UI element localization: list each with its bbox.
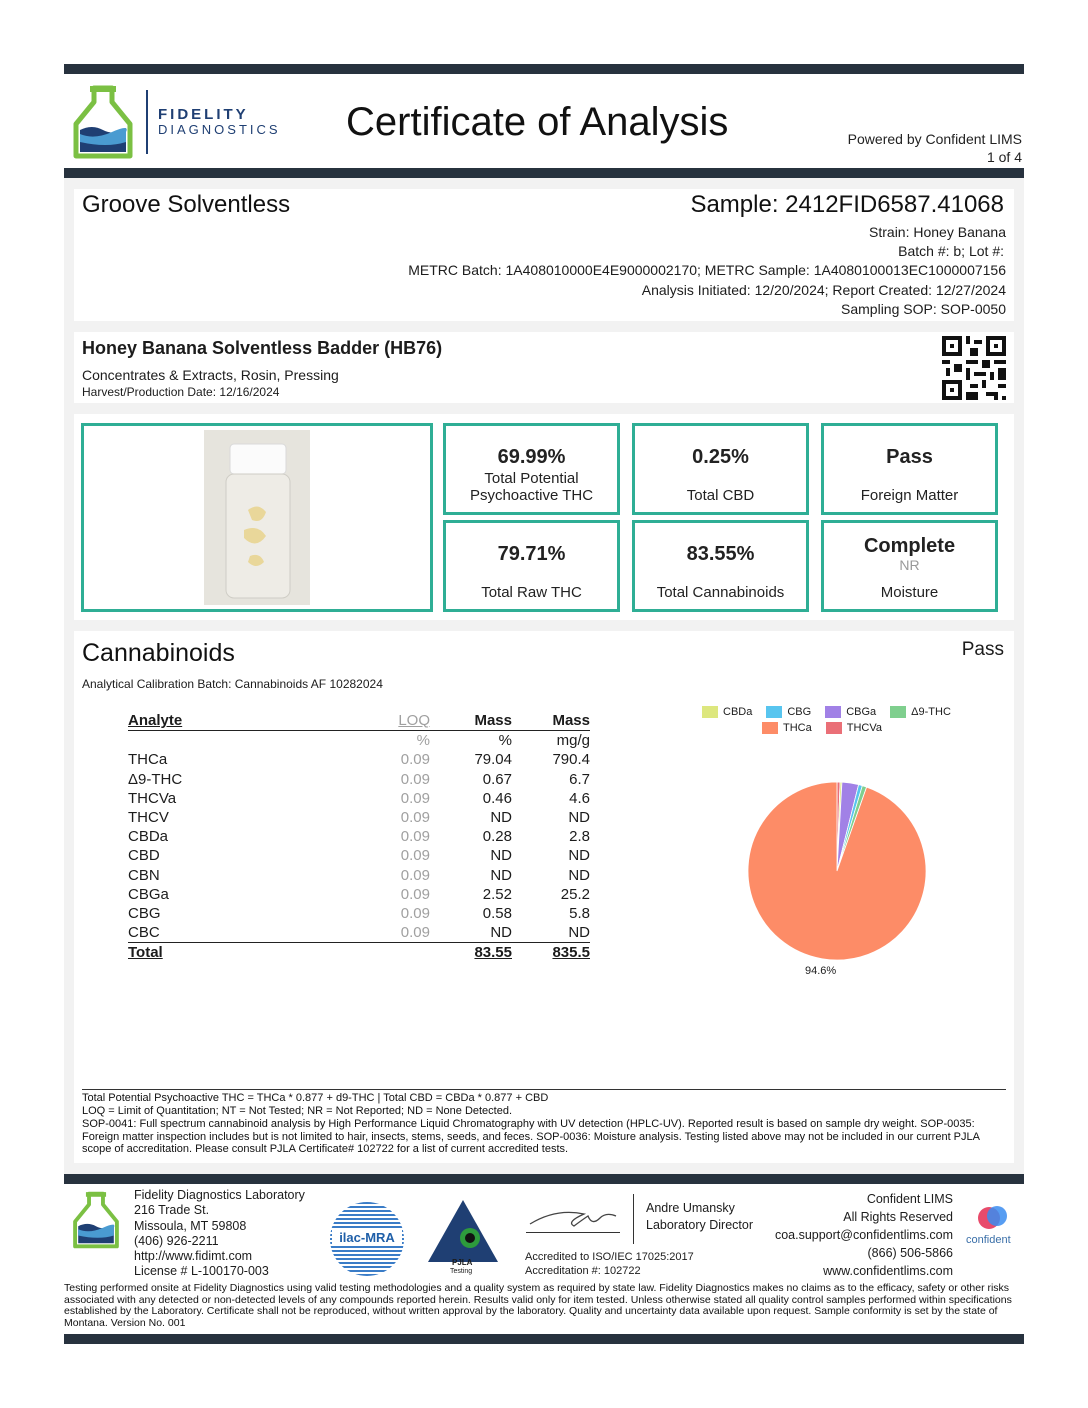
- cell-mass-pct: 0.28: [482, 828, 512, 846]
- metrc-info: METRC Batch: 1A408010000E4E9000002170; METRC Sample: 1A4080100013EC1000007156: [408, 262, 1006, 278]
- lims-website-link[interactable]: www.confidentlims.com: [823, 1264, 953, 1278]
- cell-loq: 0.09: [400, 905, 430, 923]
- top-bar: [64, 64, 1024, 74]
- table-row: [128, 789, 590, 808]
- footnote-divider: [82, 1089, 1006, 1090]
- card-label: [446, 470, 617, 504]
- legend-label: CBDa: [723, 706, 753, 718]
- chart-legend: [702, 706, 972, 734]
- card-value: Pass: [886, 446, 933, 468]
- product-panel: [74, 332, 1014, 403]
- cell-loq: 0.09: [400, 866, 430, 884]
- cell-mass-mg: ND: [568, 924, 590, 942]
- card-label-line2: Moisture: [880, 584, 939, 601]
- director-name: Andre Umansky: [646, 1201, 735, 1215]
- lims-email-link[interactable]: coa.support@confidentlims.com: [774, 1228, 953, 1242]
- qr-code-icon[interactable]: [942, 336, 1006, 400]
- table-row: [128, 808, 590, 827]
- legend-swatch: [825, 706, 841, 718]
- unit-analyte: [128, 731, 338, 751]
- director-title: Laboratory Director: [646, 1218, 753, 1232]
- card-value: 69.99%: [497, 446, 566, 468]
- ilac-mra-seal: [330, 1202, 404, 1276]
- legend-label: Δ9-THC: [911, 706, 951, 718]
- header-mass-mg: Mass: [552, 712, 590, 729]
- cell-analyte: CBD: [128, 847, 160, 865]
- cell-analyte: Total: [128, 944, 163, 962]
- table-row: [128, 923, 590, 943]
- logo-divider: [146, 90, 148, 154]
- footer: [64, 1184, 1024, 1334]
- iso-accreditation: Accredited to ISO/IEC 17025:2017: [525, 1251, 694, 1263]
- cell-analyte: Δ9-THC: [128, 770, 183, 788]
- cell-mass-pct: 2.52: [482, 885, 512, 903]
- logo-text-bottom: DIAGNOSTICS: [158, 122, 281, 137]
- page-number: 1 of 4: [986, 149, 1022, 165]
- strain: Strain: Honey Banana: [869, 224, 1006, 240]
- ilac-mra-text: ilac-MRA: [332, 1230, 402, 1245]
- card-label: [635, 584, 806, 601]
- legend-label: THCa: [783, 722, 812, 735]
- sampling-sop: Sampling SOP: SOP-0050: [841, 301, 1006, 317]
- lab-city: Missoula, MT 59808: [134, 1218, 247, 1233]
- cell-mass-pct: ND: [490, 809, 512, 827]
- cell-analyte: CBGa: [128, 885, 169, 903]
- cell-analyte: CBDa: [128, 828, 169, 846]
- card-subvalue: NR: [899, 557, 920, 573]
- cell-mass-pct: 0.58: [482, 905, 512, 923]
- total-cbd-card: [632, 423, 809, 515]
- cell-mass-mg: 5.8: [569, 905, 590, 923]
- flask-logo-icon: [72, 84, 134, 160]
- cell-loq: [338, 943, 430, 963]
- lims-name: Confident LIMS: [866, 1192, 953, 1206]
- cell-loq: 0.09: [400, 828, 430, 846]
- director-signature: [526, 1198, 626, 1232]
- cannabinoid-table: [128, 711, 590, 963]
- legend-label: CBG: [787, 706, 812, 718]
- cell-mass-pct: 79.04: [474, 751, 512, 769]
- accreditation-number: Accreditation #: 102722: [525, 1265, 641, 1277]
- cell-analyte: THCV: [128, 809, 169, 827]
- cell-mass-mg: ND: [568, 809, 590, 827]
- cell-mass-mg: 6.7: [569, 770, 590, 788]
- section-title: Cannabinoids: [82, 639, 235, 667]
- cell-mass-pct: ND: [490, 866, 512, 884]
- cell-loq: 0.09: [400, 847, 430, 865]
- foreign-matter-card: [821, 423, 998, 515]
- disclaimer: Testing performed onsite at Fidelity Diagnostics using valid testing methodologies and a quality system as required by state law. Fidelity Diagnostics makes no claims as to the efficacy, safety or other risks associated with any detected or non-detected levels of any compounds reported herein. Results valid only for item tested. Unless otherwise stated all quality control samples performed within specifications established by the Laboratory. Certificate shall not be reproduced, without written approval by the laboratory. Quality and uncertainty data available upon request. Sample conformity is set by the state of Montana. Version No. 001: [64, 1282, 1012, 1329]
- signature-line: [526, 1232, 620, 1233]
- cell-mass-mg: 835.5: [552, 944, 590, 962]
- footnote-abbreviations: LOQ = Limit of Quantitation; NT = Not Tested; NR = Not Reported; ND = None Detected.: [82, 1105, 513, 1117]
- total-cannabinoids-card: [632, 520, 809, 612]
- cell-loq: 0.09: [400, 770, 430, 788]
- cell-mass-mg: ND: [568, 847, 590, 865]
- lims-phone: (866) 506-5866: [867, 1246, 953, 1260]
- cell-mass-mg: 25.2: [560, 885, 590, 903]
- client-panel: [74, 189, 1014, 321]
- cell-analyte: CBC: [128, 924, 160, 942]
- table-row: [128, 904, 590, 923]
- cell-mass-pct: ND: [490, 847, 512, 865]
- cell-mass-mg: 2.8: [569, 828, 590, 846]
- legend-item: [762, 722, 812, 734]
- cell-analyte: CBG: [128, 905, 161, 923]
- cell-analyte: CBN: [128, 866, 160, 884]
- cell-mass-pct: 83.55: [474, 944, 512, 962]
- cannabinoids-panel: [74, 631, 1014, 1163]
- card-label: [824, 584, 995, 601]
- card-value: Complete: [863, 535, 956, 557]
- cell-mass-mg: 4.6: [569, 789, 590, 807]
- cell-loq: 0.09: [400, 789, 430, 807]
- pie-slice-THCa: [748, 782, 926, 960]
- cell-loq: 0.09: [400, 924, 430, 942]
- section-status: Pass: [961, 639, 1004, 660]
- table-row: [128, 750, 590, 769]
- unit-mass-pct: %: [498, 732, 512, 750]
- lab-street: 216 Trade St.: [134, 1203, 210, 1218]
- confident-logo-text: confident: [966, 1234, 1011, 1246]
- analysis-dates: Analysis Initiated: 12/20/2024; Report Created: 12/27/2024: [641, 282, 1006, 298]
- cell-loq: 0.09: [400, 751, 430, 769]
- lims-info: [775, 1190, 953, 1280]
- cell-loq: 0.09: [400, 809, 430, 827]
- product-photo-frame: [81, 423, 433, 612]
- legend-swatch: [702, 706, 718, 718]
- harvest-date: Harvest/Production Date: 12/16/2024: [82, 385, 280, 399]
- card-label-line2: Total CBD: [686, 487, 755, 504]
- legend-item: [825, 706, 876, 718]
- lims-rights: All Rights Reserved: [843, 1210, 953, 1224]
- card-label-line2: Foreign Matter: [860, 487, 959, 504]
- table-row: [128, 770, 590, 789]
- lab-address: [134, 1188, 305, 1280]
- table-row: [128, 866, 590, 885]
- sample-id: Sample: 2412FID6587.41068: [690, 191, 1004, 218]
- pjla-subtext: Testing: [450, 1268, 473, 1275]
- cell-mass-pct: ND: [490, 924, 512, 942]
- cell-loq: 0.09: [400, 885, 430, 903]
- footer-top-bar: [64, 1174, 1024, 1184]
- footer-flask-logo-icon: [72, 1190, 120, 1250]
- product-category: Concentrates & Extracts, Rosin, Pressing: [82, 367, 339, 383]
- product-photo: [204, 430, 310, 605]
- legend-label: CBGa: [846, 706, 877, 718]
- card-value: 79.71%: [497, 543, 566, 565]
- legend-item: [766, 706, 811, 718]
- cell-mass-mg: ND: [568, 866, 590, 884]
- legend-item: [826, 722, 882, 734]
- header-analyte: Analyte: [128, 712, 183, 729]
- header-divider-bar: [64, 168, 1024, 178]
- pjla-text: PJLA: [452, 1258, 473, 1267]
- unit-loq: %: [416, 732, 430, 750]
- header-loq: LOQ: [398, 712, 430, 729]
- summary-panel: [74, 414, 1014, 620]
- total-raw-thc-card: [443, 520, 620, 612]
- legend-item: [702, 706, 752, 718]
- card-label-line1: Total Potential: [484, 470, 579, 487]
- pie-data-label: 94.6%: [805, 965, 837, 977]
- card-label: [446, 584, 617, 601]
- footnote-methods: SOP-0041: Full spectrum cannabinoid analysis by High Performance Liquid Chromatography with UV detection (HPLC-UV). Reported result is based on sample dry weight. SOP-0035: Foreign matter inspection includes but is not limited to hair, insects, stems, seeds, and feces. SOP-0036: Moisture analysis. Testing listed above may not be included in our current PJLA scope of accreditation. Please consult PJLA Certificate# 102722 for a list of current accredited tests.: [82, 1118, 980, 1155]
- cell-analyte: THCa: [128, 751, 168, 769]
- cell-mass-mg: 790.4: [552, 751, 590, 769]
- total-row: [128, 943, 590, 963]
- table-row: [128, 827, 590, 846]
- confident-logo-icon: [976, 1204, 1010, 1232]
- logo-text-top: FIDELITY: [158, 106, 249, 123]
- legend-item: [890, 706, 951, 718]
- page-title: Certificate of Analysis: [346, 100, 729, 144]
- card-value: 83.55%: [686, 543, 755, 565]
- cell-analyte: THCVa: [128, 789, 177, 807]
- lab-phone: (406) 926-2211: [134, 1233, 219, 1248]
- pjla-logo-icon: [426, 1198, 500, 1264]
- card-label: [635, 487, 806, 504]
- table-row: [128, 846, 590, 865]
- legend-swatch: [762, 722, 778, 734]
- cell-mass-pct: 0.67: [482, 770, 512, 788]
- card-label: [824, 487, 995, 504]
- signature-divider: [633, 1194, 634, 1244]
- cell-mass-pct: 0.46: [482, 789, 512, 807]
- bottom-bar: [64, 1334, 1024, 1344]
- pie-chart: [742, 776, 932, 966]
- moisture-card: [821, 520, 998, 612]
- calibration-batch: Analytical Calibration Batch: Cannabinoids AF 10282024: [82, 677, 383, 691]
- card-label-line2: Total Cannabinoids: [656, 584, 785, 601]
- client-name: Groove Solventless: [82, 191, 291, 218]
- card-label-line2: Psychoactive THC: [469, 487, 594, 504]
- legend-swatch: [766, 706, 782, 718]
- footnote-formulas: Total Potential Psychoactive THC = THCa * 0.877 + d9-THC | Total CBD = CBDa * 0.877 + CBD: [82, 1092, 549, 1104]
- header: [64, 74, 1024, 168]
- card-value: 0.25%: [692, 446, 749, 468]
- product-name: Honey Banana Solventless Badder (HB76): [82, 338, 443, 358]
- total-thc-card: [443, 423, 620, 515]
- unit-mass-mg: mg/g: [556, 732, 590, 750]
- table-row: [128, 885, 590, 904]
- legend-swatch: [826, 722, 842, 734]
- powered-by: Powered by Confident LIMS: [847, 131, 1022, 147]
- batch-lot: Batch #: b; Lot #:: [898, 243, 1004, 259]
- legend-label: THCVa: [846, 722, 882, 735]
- header-mass-pct: Mass: [474, 712, 512, 729]
- legend-swatch: [890, 706, 906, 718]
- lab-name: Fidelity Diagnostics Laboratory: [134, 1188, 305, 1202]
- lab-license: License # L-100170-003: [134, 1264, 269, 1279]
- lab-website-link[interactable]: http://www.fidimt.com: [134, 1249, 253, 1264]
- card-label-line2: Total Raw THC: [481, 584, 582, 601]
